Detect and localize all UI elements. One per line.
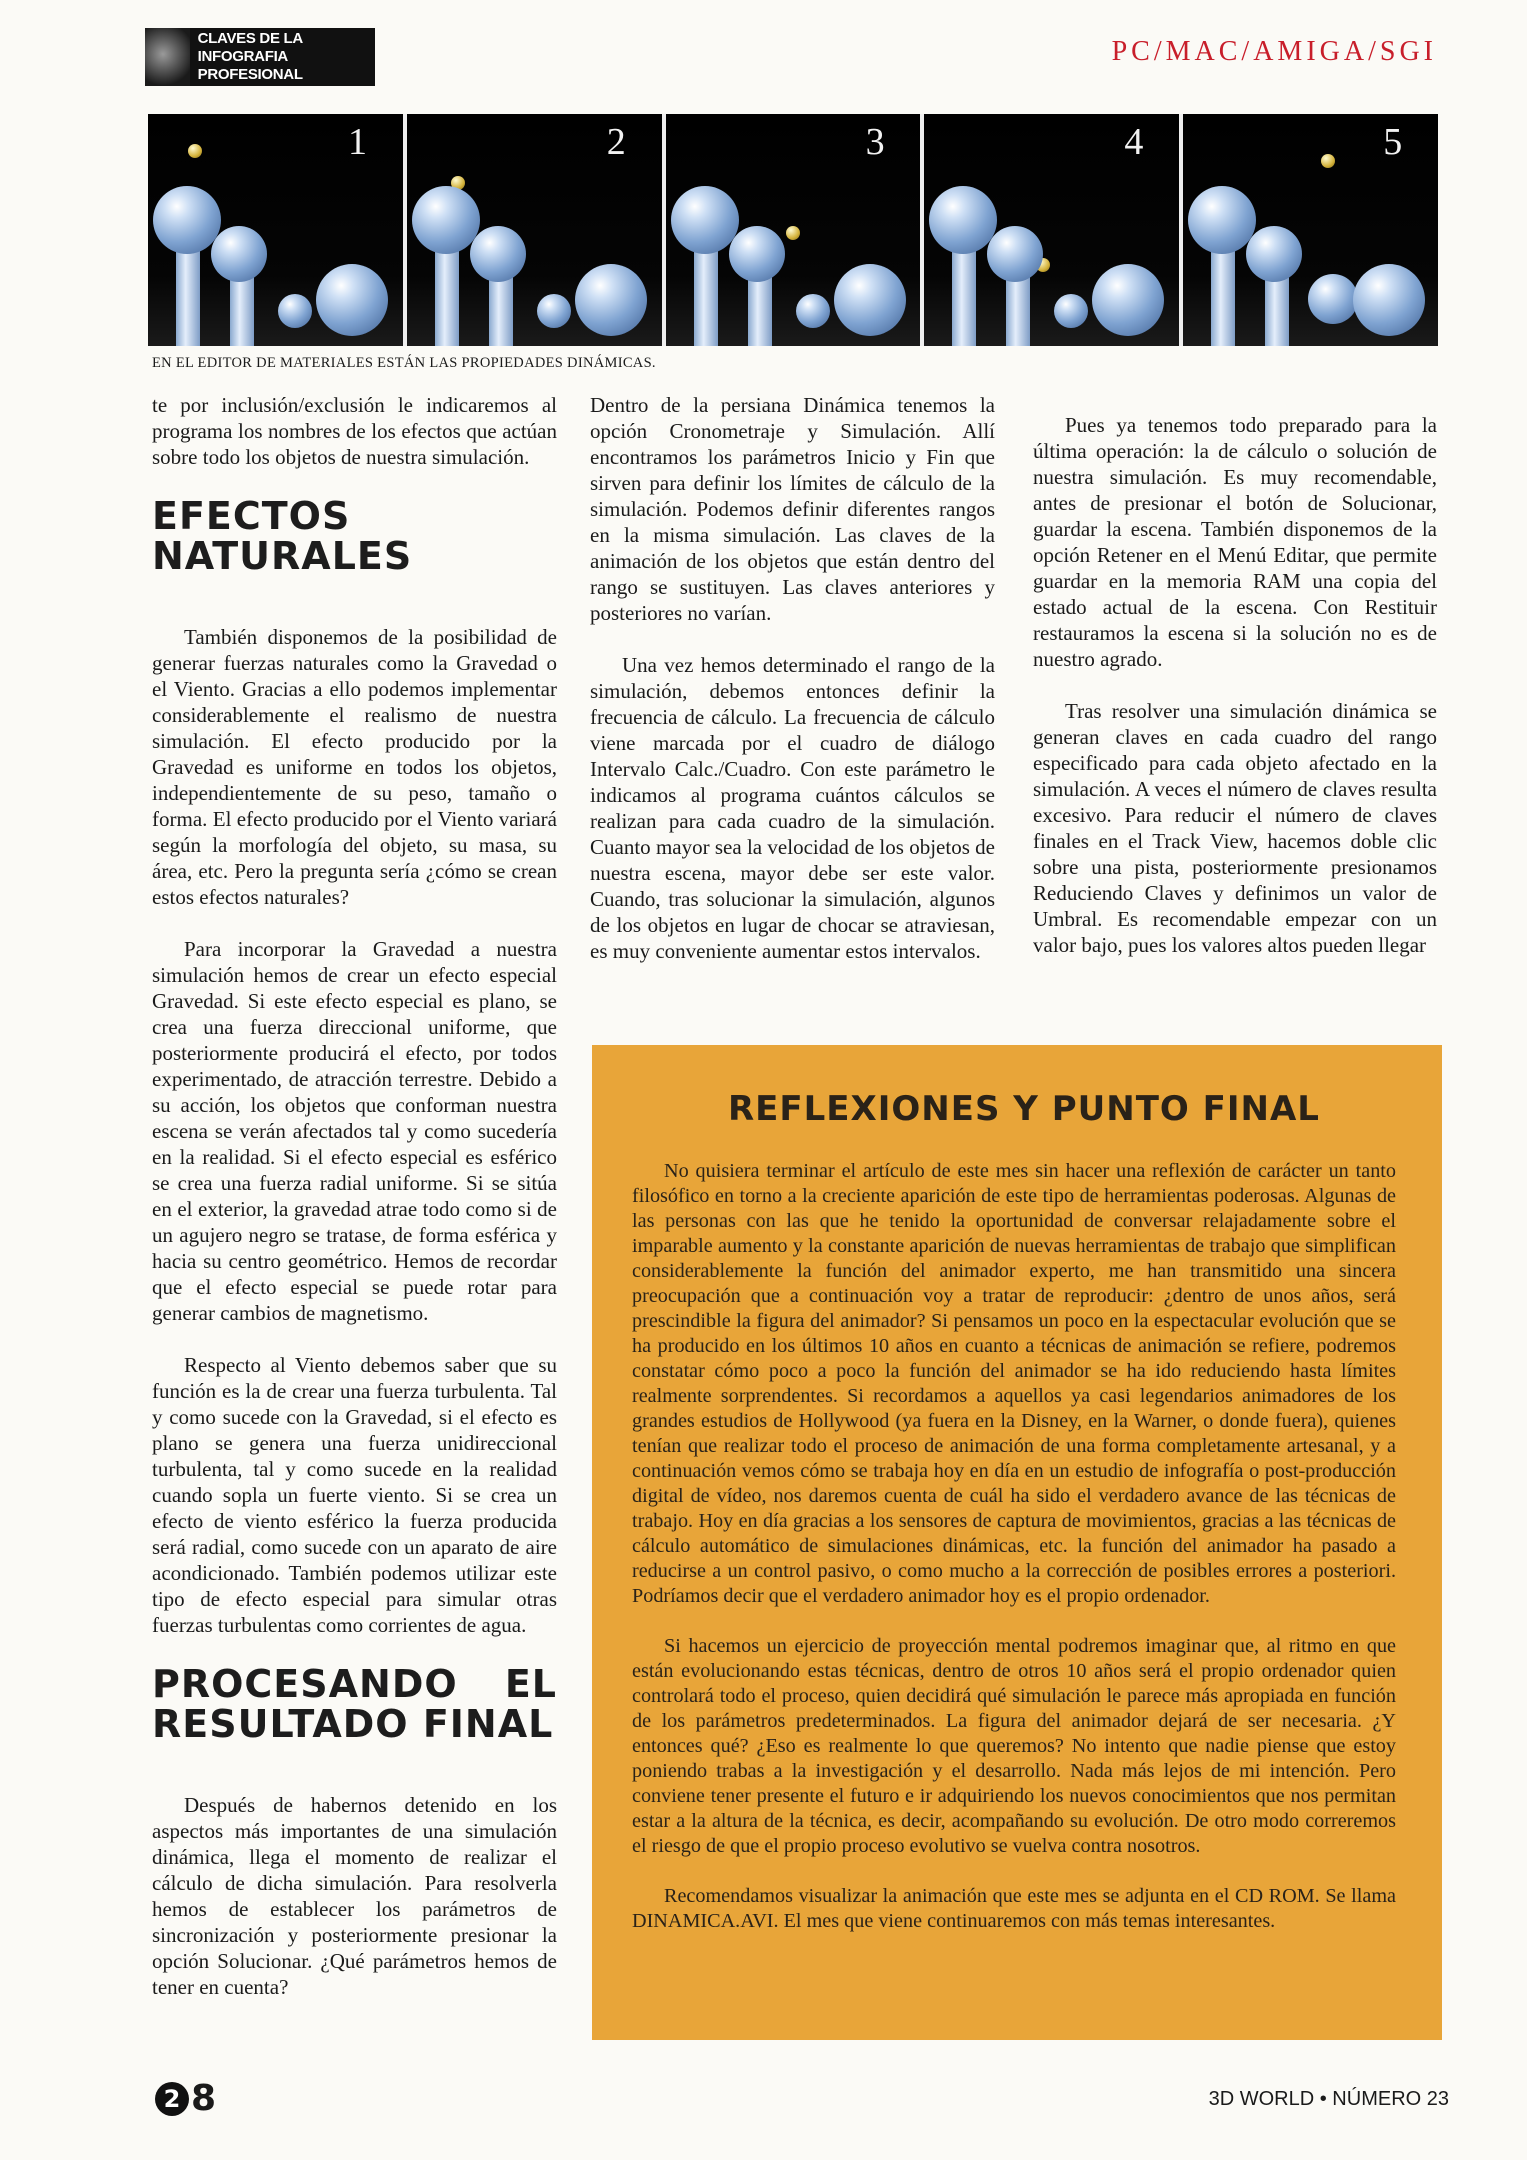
frame-number: 1	[348, 121, 367, 163]
sphere	[796, 294, 830, 328]
frame-number: 5	[1383, 121, 1403, 163]
badge-line1: CLAVES DE LA	[197, 30, 303, 47]
sphere	[1054, 294, 1088, 328]
sphere	[1353, 264, 1425, 336]
sphere	[316, 264, 388, 336]
figure-frame-2	[407, 114, 666, 346]
paragraph: Después de habernos detenido en los aspectos más importantes de una simulación dinámica, llega el momento de realizar el cálculo de dicha simulación. Para resolverla hemos de establecer los parámetros de sincronización y posteriormente presionar la opción Solucionar. ¿Qué parámetros hemos de tener en cuenta?	[152, 1793, 557, 1999]
sphere	[412, 186, 480, 254]
figure-frame-4	[924, 114, 1183, 346]
article-column-1	[152, 392, 557, 2026]
sphere	[1188, 186, 1256, 254]
sphere	[470, 226, 526, 282]
sphere	[987, 226, 1043, 282]
paragraph: Dentro de la persiana Dinámica tenemos la opción Cronometraje y Simulación. Allí encontramos los parámetros Inicio y Fin que sirven para definir los límites de cálculo de la simulación. Podemos definir diferentes rangos en la misma simulación. Las claves de la animación de los objetos que están dentro del rango se sustituyen. Las claves anteriores y posteriores no varían.	[590, 393, 995, 625]
sphere	[153, 186, 221, 254]
badge-text	[190, 30, 375, 84]
pole	[489, 276, 513, 346]
box-paragraph: Recomendamos visualizar la animación que este mes se adjunta en el CD ROM. Se llama DINAMICA.AVI. El mes que viene continuaremos con más temas interesantes.	[632, 1885, 1396, 1932]
box-title: REFLEXIONES Y PUNTO FINAL	[728, 1089, 1320, 1129]
paragraph: Para incorporar la Gravedad a nuestra simulación hemos de crear un efecto especial Gravedad. Si este efecto especial es plano, se crea una fuerza direccional uniforme, que posteriormente producirá el efecto, por todos experimentado, de atracción terrestre. Debido a su acción, los objetos que conforman nuestra escena se verán afectados tal y como sucedería en la realidad. Si el efecto especial es esférico se crea una fuerza radial uniforme. Si se sitúa en el exterior, la gravedad atrae todo como si de un agujero negro se tratase, de forma esférica y hacia su centro geométrico. Hemos de recordar que el efecto especial se puede rotar para generar cambios de magnetismo.	[152, 937, 557, 1325]
box-paragraph: Si hacemos un ejercicio de proyección mental podremos imaginar que, al ritmo en que están evolucionando estas técnicas, dentro de otros 10 años será el propio ordenador quien controlará todo el proceso, quien decidirá qué simulación le parece más apropiada en función de los parámetros predeterminados. La figura del animador dejará de ser necesaria. ¿Y entonces qué? ¿Eso es realmente lo que queremos? No intento que nadie piense que estoy poniendo trabas a la investigación y el desarrollo. Nada más lejos de mi intención. Pero conviene tener presente el futuro e ir adquiriendo los nuevos conocimientos que nos permitan estar a la altura de la técnica, es decir, acompañando su evolución. De otro modo correremos el riesgo de que el propio proceso evolutivo se vuelva contra nosotros.	[632, 1635, 1396, 1857]
falling-ball	[188, 144, 202, 158]
figure-frame-1	[148, 114, 407, 346]
paragraph: te por inclusión/exclusión le indicaremos al programa los nombres de los efectos que actúan sobre todo los objetos de nuestra simulación.	[152, 393, 557, 469]
sphere	[211, 226, 267, 282]
article-column-2	[590, 392, 995, 990]
sphere	[1246, 226, 1302, 282]
page-number-digit: 8	[191, 2078, 217, 2119]
dynamics-figure-strip	[148, 114, 1438, 346]
frame-number: 2	[606, 121, 626, 163]
paragraph: Una vez hemos determinado el rango de la simulación, debemos entonces definir la frecuencia de cálculo. La frecuencia de cálculo viene marcada por el cuadro de diálogo Intervalo Calc./Cuadro. Con este parámetro le indicamos al programa cuántos cálculos se realizan para cada cuadro de la simulación. Cuanto mayor sea la velocidad de los objetos de nuestra escena, mayor debe ser este valor. Cuando, tras solucionar la simulación, algunos de los objetos en lugar de chocar se atraviesan, es muy conveniente aumentar estos intervalos.	[590, 653, 995, 963]
sphere	[537, 294, 571, 328]
sphere	[834, 264, 906, 336]
pole	[230, 276, 254, 346]
pole	[1265, 276, 1289, 346]
section-heading-procesando: PROCESANDO EL RESULTADO FINAL	[152, 1662, 557, 1746]
section-heading-efectos-naturales: EFECTOS NATURALES	[152, 494, 413, 578]
falling-ball	[786, 226, 800, 240]
badge-photo	[145, 28, 190, 86]
page-number-circle: 2	[155, 2082, 189, 2116]
box-paragraph: No quisiera terminar el artículo de este mes sin hacer una reflexión de carácter un tanto filosófico en torno a la creciente aparición de este tipo de herramientas poderosas. Algunas de las personas con las que he tenido la oportunidad de conversar relajadamente sobre el imparable aumento y la constante aparición de nuevas herramientas de trabajo que simplifican considerablemente la función del animador experto, me han transmitido una sincera preocupación que a continuación voy a tratar de reproducir: ¿dentro de unos años, será prescindible la figura del animador? Si pensamos un poco en la espectacular evolución que se ha producido en los últimos 10 años en cuanto a técnicas de animación se refiere, podremos constatar cómo poco a poco la función del animador se ha ido reduciendo hasta límites realmente sorprendentes. Si recordamos a aquellos ya casi legendarios animadores de los grandes estudios de Hollywood (ya fuera en la Disney, en la Warner, o donde fuera), quienes tenían que realizar todo el proceso de animación de una forma completamente artesanal, y a continuación vemos cómo se trabaja hoy en día en un estudio de infografía o post-producción digital de vídeo, nos daremos cuenta de cuál ha sido el verdadero avance de las técnicas de trabajo. Hoy en día gracias a los sensores de captura de movimientos, gracias a las técnicas de cálculo automático de simulaciones dinámicas, etc. la función del animador ha pasado a reducirse a un control pasivo, o como mucho a la corrección de posibles errores a posteriori. Podríamos decir que el verdadero animador hoy es el propio ordenador.	[632, 1160, 1396, 1607]
paragraph: Respecto al Viento debemos saber que su función es la de crear una fuerza turbulenta. Tal y como sucede con la Gravedad, si el efecto es plano se genera una fuerza unidireccional turbulenta, tal y como sucede en la realidad cuando sopla un fuerte viento. Si se crea un efecto de viento esférico la fuerza producida será radial, como sucede con un aparato de aire acondicionado. También podemos utilizar este tipo de efecto especial para simular otras fuerzas turbulentas como corrientes de agua.	[152, 1353, 557, 1637]
platforms-label: PC/MAC/AMIGA/SGI	[1111, 36, 1437, 67]
sphere	[1092, 264, 1164, 336]
sphere	[729, 226, 785, 282]
sphere	[671, 186, 739, 254]
sphere	[929, 186, 997, 254]
frame-number: 3	[865, 121, 885, 163]
section-badge	[145, 28, 375, 86]
frame-number: 4	[1124, 121, 1144, 163]
figure-caption: EN EL EDITOR DE MATERIALES ESTÁN LAS PROPIEDADES DINÁMICAS.	[152, 355, 656, 371]
pole	[1006, 276, 1030, 346]
magazine-issue: 3D WORLD • NÚMERO 23	[1208, 2088, 1449, 2110]
figure-frame-3	[666, 114, 925, 346]
paragraph: También disponemos de la posibilidad de generar fuerzas naturales como la Gravedad o el Viento. Gracias a ello podemos implementar considerablemente el realismo de nuestra simulación. El efecto producido por la Gravedad es uniforme en todos los objetos, independientemente de su peso, tamaño o forma. El efecto producido por el Viento variará según la morfología del objeto, su masa, su área, etc. Pero la pregunta sería ¿cómo se crean estos efectos naturales?	[152, 625, 557, 909]
pole	[748, 276, 772, 346]
sphere	[1308, 274, 1358, 324]
paragraph: Tras resolver una simulación dinámica se generan claves en cada cuadro del rango especificado para cada objeto afectado en la simulación. A veces el número de claves resulta excesivo. Para reducir el número de claves finales en el Track View, hacemos doble clic sobre una pista, posteriormente presionamos Reduciendo Claves y definimos un valor de Umbral. Es recomendable empezar con un valor bajo, pues los valores altos pueden llegar	[1033, 699, 1437, 957]
badge-line2: INFOGRAFIA PROFESIONAL	[197, 48, 303, 83]
page-number	[155, 2078, 216, 2119]
falling-ball	[1321, 154, 1335, 168]
sphere	[278, 294, 312, 328]
article-column-3	[1033, 412, 1437, 984]
sphere	[575, 264, 647, 336]
figure-frame-5	[1183, 114, 1438, 346]
paragraph: Pues ya tenemos todo preparado para la última operación: la de cálculo o solución de nuestra simulación. Es muy recomendable, antes de presionar el botón de Solucionar, guardar la escena. También disponemos de la opción Retener en el Menú Editar, que permite guardar en la memoria RAM una copia del estado actual de la escena. Con Restituir restauramos la escena si la solución no es de nuestro agrado.	[1033, 413, 1437, 671]
reflexiones-box	[592, 1045, 1442, 2040]
